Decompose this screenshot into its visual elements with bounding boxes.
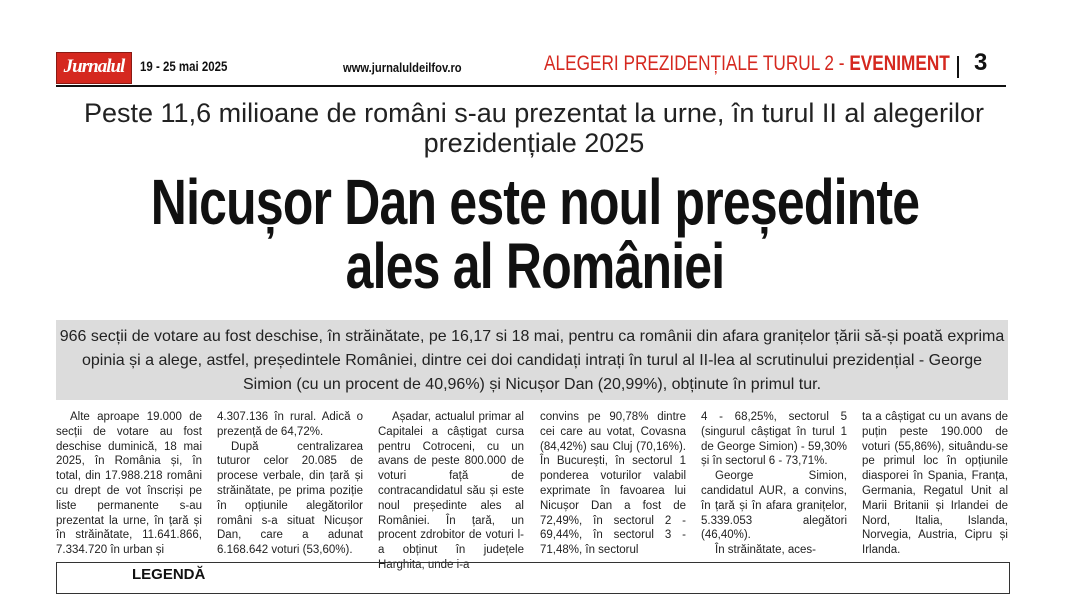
section-name: EVENIMENT	[849, 52, 950, 75]
section-prefix: ALEGERI PREZIDENȚIALE TURUL 2 -	[544, 52, 850, 75]
paragraph: Alte aproape 19.000 de secții de votare au fost deschise duminică, 18 mai 2025, în România și, în total, din 17.988.218 români cu drept de vot înscriși pe liste permanente s-au prezentat la urne, în țară și în străinătate, 11.641.866, 7.334.720 în urban și	[56, 411, 202, 557]
header-rule	[56, 85, 1006, 87]
article-column-5	[701, 410, 847, 558]
website-url: www.jurnaluldeilfov.ro	[343, 60, 462, 75]
paragraph: convins pe 90,78% dintre cei care au votat, Covasna (84,42%) sau Cluj (70,16%). În București, în sectorul 1 ponderea voturilor valabil exprimate în favoarea lui Nicușor Dan a fost de 72,49%, în sectorul 2 - 69,44%, în sectorul 3 - 71,48%, în sectorul	[540, 411, 686, 557]
issue-date: 19 - 25 mai 2025	[140, 58, 228, 74]
article-column-4	[540, 410, 686, 558]
article-column-3	[378, 410, 524, 573]
section-label	[544, 52, 950, 76]
paragraph: În străinătate, aces-	[715, 544, 816, 557]
paragraph: George Simion, candidatul AUR, a convins, în țară și în afara granițelor, 5.339.053 alegători (46,40%).	[701, 470, 847, 542]
article-lead: 966 secții de votare au fost deschise, în străinătate, pe 16,17 si 18 mai, pentru ca românii din afara granițelor țării să-și poată exprima opinia și a alege, astfel, președintele României, dintre cei doi candidați intrați în turul al II-lea al scrutinului prezidențial - George Simion (cu un procent de 40,96%) și Nicușor Dan (20,99%), obținute în primul tur.	[56, 320, 1008, 400]
paragraph: Așadar, actualul primar al Capitalei a câștigat cursa pentru Cotroceni, cu un avans de peste 800.000 de voturi față de contracandidatul său și este noul președinte ales al României. În țară, un procent zdrobitor de voturi l-a obținut în județele Harghita, unde i-a	[378, 411, 524, 571]
paragraph: După centralizarea tuturor celor 20.085 de procese verbale, din țară și străinătate, pe prima poziție în opțiunile alegătorilor români s-a situat Nicușor Dan, care a adunat 6.168.642 voturi (53,60%).	[217, 440, 363, 557]
page-header	[0, 0, 1068, 92]
legend-title: LEGENDĂ	[132, 566, 206, 583]
article-column-1	[56, 410, 202, 558]
paragraph: 4 - 68,25%, sectorul 5 (singurul câștigat în turul 1 de George Simion) - 59,30% și în sectorul 6 - 73,71%.	[701, 411, 847, 468]
article-column-2	[217, 410, 363, 558]
article-kicker: Peste 11,6 milioane de români s-au prezentat la urne, în turul II al alegerilor prezidențiale 2025	[84, 98, 984, 158]
article-column-6	[862, 410, 1008, 558]
paragraph: ta a câștigat cu un avans de puțin peste 190.000 de voturi (55,86%), situându-se pe primul loc în opțiunile diasporei în Spania, Franța, Germania, Regatul Unit al Marii Britanii și Irlandei de Nord, Italia, Islanda, Norvegia, Austria, Cipru și Irlanda.	[862, 411, 1008, 557]
paragraph: 4.307.136 în rural. Adică o prezență de 64,72%.	[217, 411, 363, 438]
article-body	[56, 410, 1008, 571]
header-divider	[957, 56, 959, 78]
page-number: 3	[974, 49, 988, 76]
logo-text: Jurnalul	[63, 56, 125, 77]
article-headline: Nicușor Dan este noul președinte ales al României	[150, 166, 920, 302]
newspaper-logo	[56, 52, 132, 84]
